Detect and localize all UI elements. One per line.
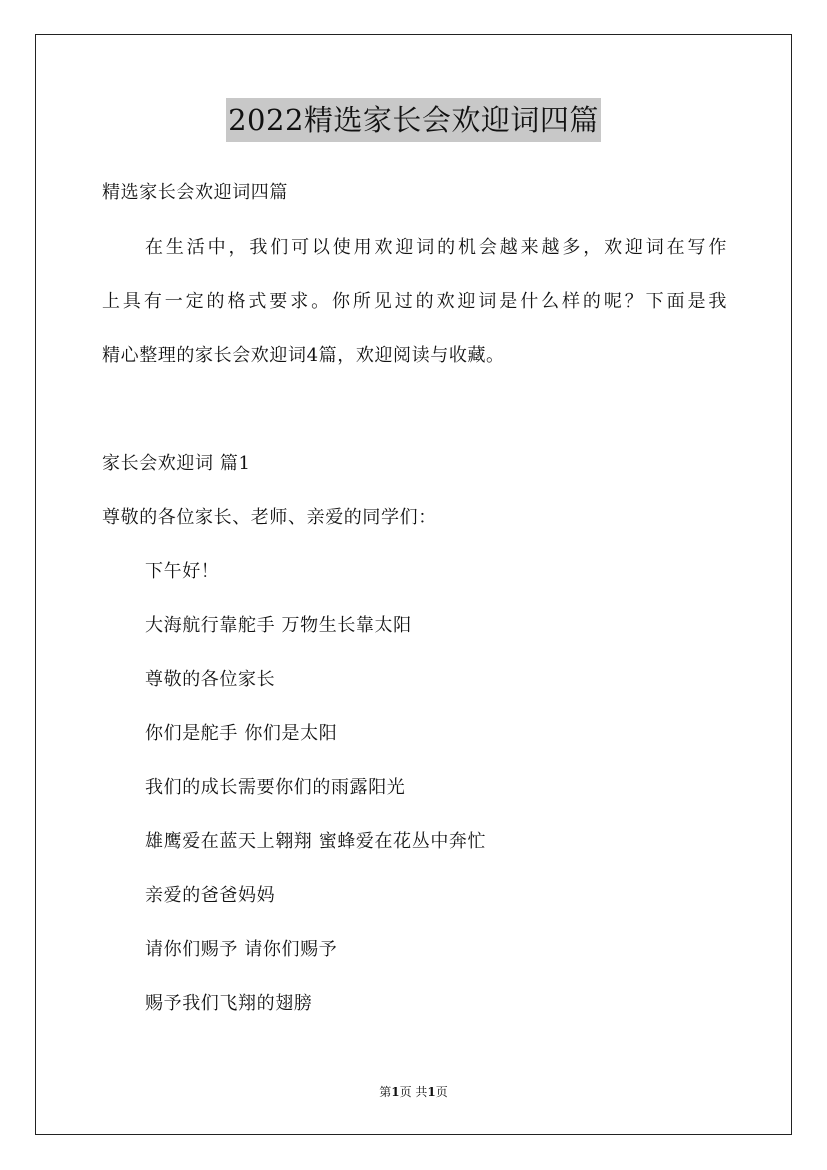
document-title: 2022精选家长会欢迎词四篇 bbox=[226, 98, 601, 142]
body-line-5: 我们的成长需要你们的雨露阳光 bbox=[145, 777, 406, 798]
body-line-2: 大海航行靠舵手 万物生长靠太阳 bbox=[145, 615, 412, 636]
body-line-8: 请你们赐予 请你们赐予 bbox=[145, 939, 338, 960]
body-line-3: 尊敬的各位家长 bbox=[145, 669, 276, 690]
footer-page-total: 1 bbox=[427, 1085, 436, 1099]
intro-line-3: 精心整理的家长会欢迎词4篇，欢迎阅读与收藏。 bbox=[102, 345, 505, 366]
salutation: 尊敬的各位家长、老师、亲爱的同学们： bbox=[102, 507, 437, 528]
body-line-9: 赐予我们飞翔的翅膀 bbox=[145, 993, 313, 1014]
footer-mid: 页 共 bbox=[399, 1085, 428, 1099]
body-line-6: 雄鹰爱在蓝天上翱翔 蜜蜂爱在花丛中奔忙 bbox=[145, 831, 487, 852]
footer-prefix: 第 bbox=[379, 1085, 392, 1099]
title-container bbox=[0, 98, 827, 142]
body-line-7: 亲爱的爸爸妈妈 bbox=[145, 885, 276, 906]
footer-suffix: 页 bbox=[435, 1085, 448, 1099]
body-line-4: 你们是舵手 你们是太阳 bbox=[145, 723, 338, 744]
body-line-1: 下午好！ bbox=[145, 561, 220, 582]
intro-line-1: 在生活中，我们可以使用欢迎词的机会越来越多，欢迎词在写作 bbox=[145, 237, 727, 258]
footer-page-current: 1 bbox=[391, 1085, 400, 1099]
intro-line-2: 上具有一定的格式要求。你所见过的欢迎词是什么样的呢？下面是我 bbox=[102, 291, 727, 312]
page-footer bbox=[0, 1083, 827, 1101]
section-heading: 家长会欢迎词 篇1 bbox=[102, 453, 251, 474]
intro-heading: 精选家长会欢迎词四篇 bbox=[102, 182, 288, 203]
